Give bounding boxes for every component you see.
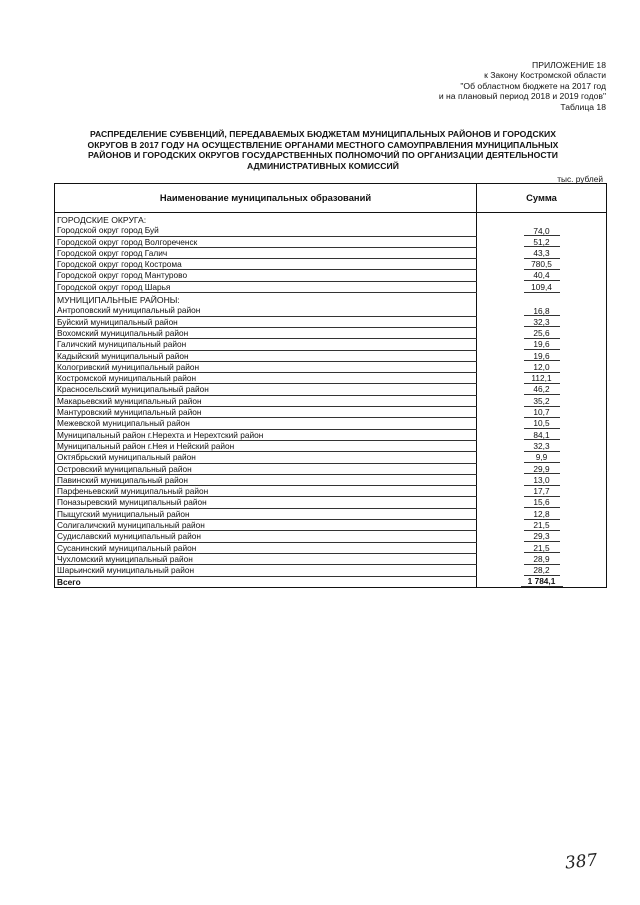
municipality-name: Городской округ город Галич	[55, 247, 477, 258]
total-row	[55, 576, 607, 587]
table-row	[55, 225, 607, 236]
table-body	[55, 213, 607, 588]
table-row	[55, 305, 607, 316]
subsidy-amount: 35,2	[477, 395, 607, 406]
table-header-row	[55, 184, 607, 213]
municipality-name: Костромской муниципальный район	[55, 373, 477, 384]
municipality-name: Кадыйский муниципальный район	[55, 350, 477, 361]
subsidy-amount: 51,2	[477, 236, 607, 247]
subsidy-table	[54, 183, 607, 588]
appendix-header	[439, 60, 606, 112]
total-amount: 1 784,1	[477, 576, 607, 587]
table-row	[55, 339, 607, 350]
subsidy-amount: 21,5	[477, 520, 607, 531]
municipality-name: Павинский муниципальный район	[55, 474, 477, 485]
municipality-name: Пыщугский муниципальный район	[55, 508, 477, 519]
table-row	[55, 407, 607, 418]
page-number: 387	[564, 850, 599, 874]
municipality-name: Судиславский муниципальный район	[55, 531, 477, 542]
subsidy-amount: 19,6	[477, 339, 607, 350]
municipality-name: Островский муниципальный район	[55, 463, 477, 474]
table-row	[55, 247, 607, 258]
total-label: Всего	[55, 576, 477, 587]
table-row	[55, 440, 607, 451]
municipality-name: Городской округ город Шарья	[55, 281, 477, 292]
section-header-row	[55, 293, 607, 306]
municipality-name: Октябрьский муниципальный район	[55, 452, 477, 463]
table-row	[55, 327, 607, 338]
table-row	[55, 463, 607, 474]
subsidy-amount: 10,7	[477, 407, 607, 418]
subsidy-amount: 74,0	[477, 225, 607, 236]
municipality-name: Муниципальный район г.Нея и Нейский район	[55, 440, 477, 451]
table-row	[55, 565, 607, 576]
subsidy-amount: 21,5	[477, 542, 607, 553]
municipality-name: Городской округ город Буй	[55, 225, 477, 236]
subsidy-amount: 19,6	[477, 350, 607, 361]
section-label: МУНИЦИПАЛЬНЫЕ РАЙОНЫ:	[55, 293, 477, 306]
table-row	[55, 429, 607, 440]
municipality-name: Поназыревский муниципальный район	[55, 497, 477, 508]
subsidy-amount: 28,9	[477, 553, 607, 564]
section-label: ГОРОДСКИЕ ОКРУГА:	[55, 213, 477, 226]
table-row	[55, 486, 607, 497]
subsidy-amount: 12,8	[477, 508, 607, 519]
municipality-name: Шарьинский муниципальный район	[55, 565, 477, 576]
subsidy-amount: 25,6	[477, 327, 607, 338]
municipality-name: Межевской муниципальный район	[55, 418, 477, 429]
municipality-name: Галичский муниципальный район	[55, 339, 477, 350]
subsidy-amount: 780,5	[477, 259, 607, 270]
municipality-name: Парфеньевский муниципальный район	[55, 486, 477, 497]
table-row	[55, 361, 607, 372]
document-title	[54, 129, 592, 171]
table-row	[55, 520, 607, 531]
subsidy-amount: 43,3	[477, 247, 607, 258]
subsidy-amount: 28,2	[477, 565, 607, 576]
title-line: ОКРУГОВ В 2017 ГОДУ НА ОСУЩЕСТВЛЕНИЕ ОРГАНАМИ МЕСТНОГО САМОУПРАВЛЕНИЯ МУНИЦИПАЛЬНЫХ	[87, 139, 559, 150]
title-line: АДМИНИСТРАТИВНЫХ КОМИССИЙ	[246, 160, 399, 171]
municipality-name: Антроповский муниципальный район	[55, 305, 477, 316]
municipality-name: Муниципальный район г.Нерехта и Нерехтский район	[55, 429, 477, 440]
subsidy-amount: 10,5	[477, 418, 607, 429]
subsidy-amount: 84,1	[477, 429, 607, 440]
subsidy-amount: 9,9	[477, 452, 607, 463]
municipality-name: Солигаличский муниципальный район	[55, 520, 477, 531]
table-row	[55, 418, 607, 429]
subsidy-amount: 17,7	[477, 486, 607, 497]
municipality-name: Макарьевский муниципальный район	[55, 395, 477, 406]
table-row	[55, 474, 607, 485]
municipality-name: Красносельский муниципальный район	[55, 384, 477, 395]
section-empty-cell	[477, 293, 607, 306]
title-line: РАСПРЕДЕЛЕНИЕ СУБВЕНЦИЙ, ПЕРЕДАВАЕМЫХ БЮДЖЕТАМ МУНИЦИПАЛЬНЫХ РАЙОНОВ И ГОРОДСКИХ	[89, 129, 557, 139]
header-sum: Сумма	[477, 184, 607, 213]
subsidy-amount: 12,0	[477, 361, 607, 372]
municipality-name: Городской округ город Мантурово	[55, 270, 477, 281]
table-row	[55, 508, 607, 519]
appendix-line: и на плановый период 2018 и 2019 годов"	[438, 91, 606, 102]
appendix-line: Таблица 18	[560, 101, 606, 112]
table-row	[55, 553, 607, 564]
municipality-name: Городской округ город Кострома	[55, 259, 477, 270]
table-row	[55, 236, 607, 247]
section-empty-cell	[477, 213, 607, 226]
subsidy-amount: 40,4	[477, 270, 607, 281]
subsidy-amount: 16,8	[477, 305, 607, 316]
subsidy-amount: 29,9	[477, 463, 607, 474]
municipality-name: Городской округ город Волгореченск	[55, 236, 477, 247]
municipality-name: Сусанинский муниципальный район	[55, 542, 477, 553]
table-row	[55, 350, 607, 361]
table-row	[55, 452, 607, 463]
subsidy-amount: 15,6	[477, 497, 607, 508]
municipality-name: Чухломский муниципальный район	[55, 553, 477, 564]
municipality-name: Вохомский муниципальный район	[55, 327, 477, 338]
subsidy-amount: 13,0	[477, 474, 607, 485]
table-row	[55, 270, 607, 281]
municipality-name: Мантуровский муниципальный район	[55, 407, 477, 418]
table-row	[55, 542, 607, 553]
table-row	[55, 281, 607, 292]
title-line: РАЙОНОВ И ГОРОДСКИХ ОКРУГОВ ГОСУДАРСТВЕННЫХ ПОЛНОМОЧИЙ ПО ОРГАНИЗАЦИИ ДЕЯТЕЛЬНОСТИ	[88, 150, 558, 161]
unit-label: тыс. рублей	[557, 174, 603, 184]
table-row	[55, 497, 607, 508]
table-row	[55, 373, 607, 384]
table-row	[55, 384, 607, 395]
municipality-name: Буйский муниципальный район	[55, 316, 477, 327]
appendix-line: ПРИЛОЖЕНИЕ 18	[532, 60, 606, 70]
table-row	[55, 316, 607, 327]
subsidy-amount: 46,2	[477, 384, 607, 395]
header-name: Наименование муниципальных образований	[55, 184, 477, 213]
table-row	[55, 259, 607, 270]
table-row	[55, 531, 607, 542]
table-row	[55, 395, 607, 406]
section-header-row	[55, 213, 607, 226]
subsidy-amount: 109,4	[477, 281, 607, 292]
subsidy-amount: 112,1	[477, 373, 607, 384]
subsidy-amount: 32,3	[477, 316, 607, 327]
appendix-line: к Закону Костромской области	[484, 70, 606, 81]
appendix-line: "Об областном бюджете на 2017 год	[460, 80, 606, 91]
subsidy-amount: 32,3	[477, 440, 607, 451]
subsidy-amount: 29,3	[477, 531, 607, 542]
municipality-name: Кологривский муниципальный район	[55, 361, 477, 372]
